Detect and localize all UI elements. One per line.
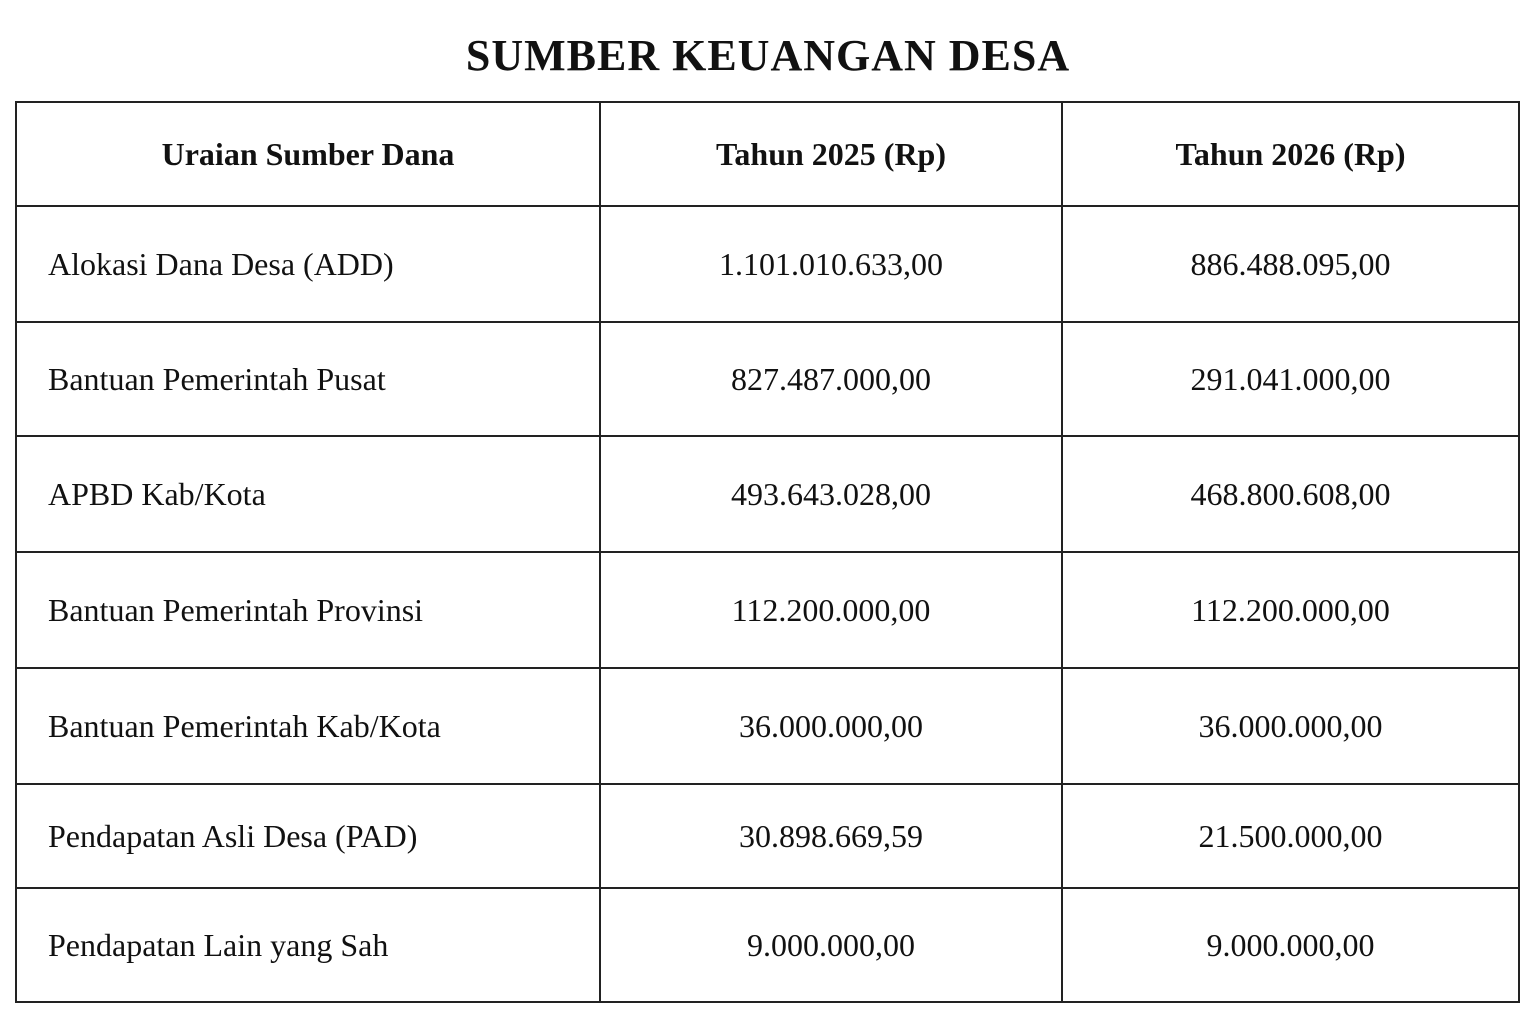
header-year-2025: Tahun 2025 (Rp) xyxy=(600,102,1062,206)
value-2025: 36.000.000,00 xyxy=(600,668,1062,784)
source-name: Pendapatan Lain yang Sah xyxy=(16,888,600,1002)
table-row xyxy=(16,668,1519,784)
table-row xyxy=(16,436,1519,552)
value-2025: 493.643.028,00 xyxy=(600,436,1062,552)
page-title: SUMBER KEUANGAN DESA xyxy=(465,31,1071,80)
source-name: Bantuan Pemerintah Kab/Kota xyxy=(16,668,600,784)
header-source: Uraian Sumber Dana xyxy=(16,102,600,206)
source-name: Bantuan Pemerintah Provinsi xyxy=(16,552,600,668)
table-row xyxy=(16,322,1519,436)
value-2026: 21.500.000,00 xyxy=(1062,784,1519,888)
funding-sources-table xyxy=(15,101,1520,1003)
source-name: APBD Kab/Kota xyxy=(16,436,600,552)
value-2026: 36.000.000,00 xyxy=(1062,668,1519,784)
value-2025: 9.000.000,00 xyxy=(600,888,1062,1002)
table-row xyxy=(16,552,1519,668)
table-row xyxy=(16,784,1519,888)
value-2026: 886.488.095,00 xyxy=(1062,206,1519,322)
value-2026: 468.800.608,00 xyxy=(1062,436,1519,552)
value-2026: 291.041.000,00 xyxy=(1062,322,1519,436)
table-header-row xyxy=(16,102,1519,206)
value-2025: 1.101.010.633,00 xyxy=(600,206,1062,322)
value-2025: 827.487.000,00 xyxy=(600,322,1062,436)
source-name: Bantuan Pemerintah Pusat xyxy=(16,322,600,436)
table-row xyxy=(16,888,1519,1002)
value-2026: 9.000.000,00 xyxy=(1062,888,1519,1002)
value-2026: 112.200.000,00 xyxy=(1062,552,1519,668)
source-name: Pendapatan Asli Desa (PAD) xyxy=(16,784,600,888)
value-2025: 112.200.000,00 xyxy=(600,552,1062,668)
source-name: Alokasi Dana Desa (ADD) xyxy=(16,206,600,322)
table-row xyxy=(16,206,1519,322)
value-2025: 30.898.669,59 xyxy=(600,784,1062,888)
header-year-2026: Tahun 2026 (Rp) xyxy=(1062,102,1519,206)
